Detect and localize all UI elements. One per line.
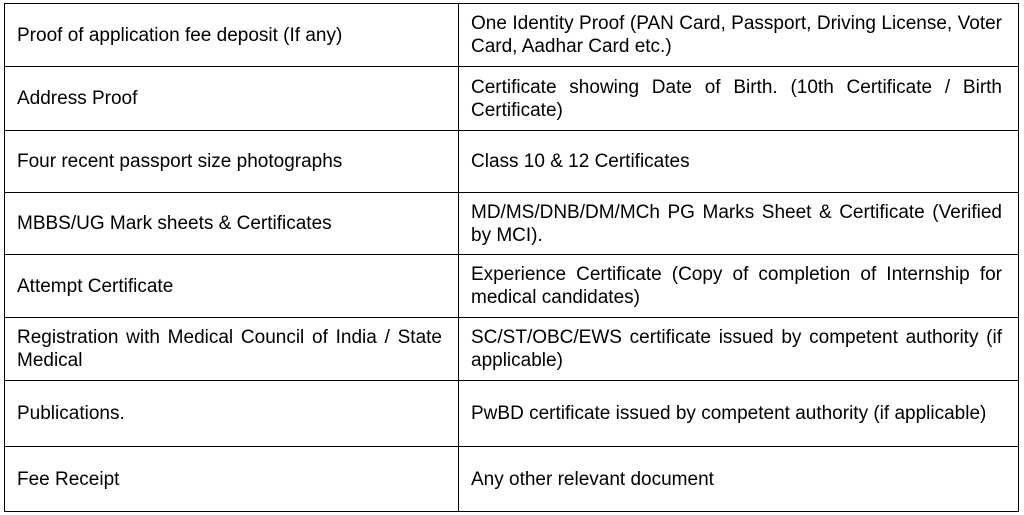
table-cell-left: Four recent passport size photographs [5,131,459,193]
table-row [5,255,1019,318]
table-cell-right: Any other relevant document [459,447,1019,512]
table-row [5,381,1019,447]
table-row [5,131,1019,193]
table-cell-right: Experience Certificate (Copy of completion of Internship for medical candidates) [459,255,1019,318]
table-cell-right: Certificate showing Date of Birth. (10th Certificate / Birth Certificate) [459,67,1019,131]
table-cell-left: Proof of application fee deposit (If any) [5,4,459,67]
table-cell-left: Address Proof [5,67,459,131]
table-cell-right: One Identity Proof (PAN Card, Passport, Driving License, Voter Card, Aadhar Card etc.) [459,4,1019,67]
table-row [5,193,1019,255]
table-row [5,447,1019,512]
table-cell-right: PwBD certificate issued by competent authority (if applicable) [459,381,1019,447]
table-cell-left: Fee Receipt [5,447,459,512]
table-cell-left: MBBS/UG Mark sheets & Certificates [5,193,459,255]
table-cell-left: Publications. [5,381,459,447]
table-cell-right: Class 10 & 12 Certificates [459,131,1019,193]
table-cell-right: SC/ST/OBC/EWS certificate issued by competent authority (if applicable) [459,318,1019,381]
table-row [5,67,1019,131]
documents-table [4,3,1019,512]
table-cell-right: MD/MS/DNB/DM/MCh PG Marks Sheet & Certificate (Verified by MCI). [459,193,1019,255]
table-cell-left: Attempt Certificate [5,255,459,318]
table-cell-left: Registration with Medical Council of India / State Medical [5,318,459,381]
table-row [5,4,1019,67]
table-row [5,318,1019,381]
